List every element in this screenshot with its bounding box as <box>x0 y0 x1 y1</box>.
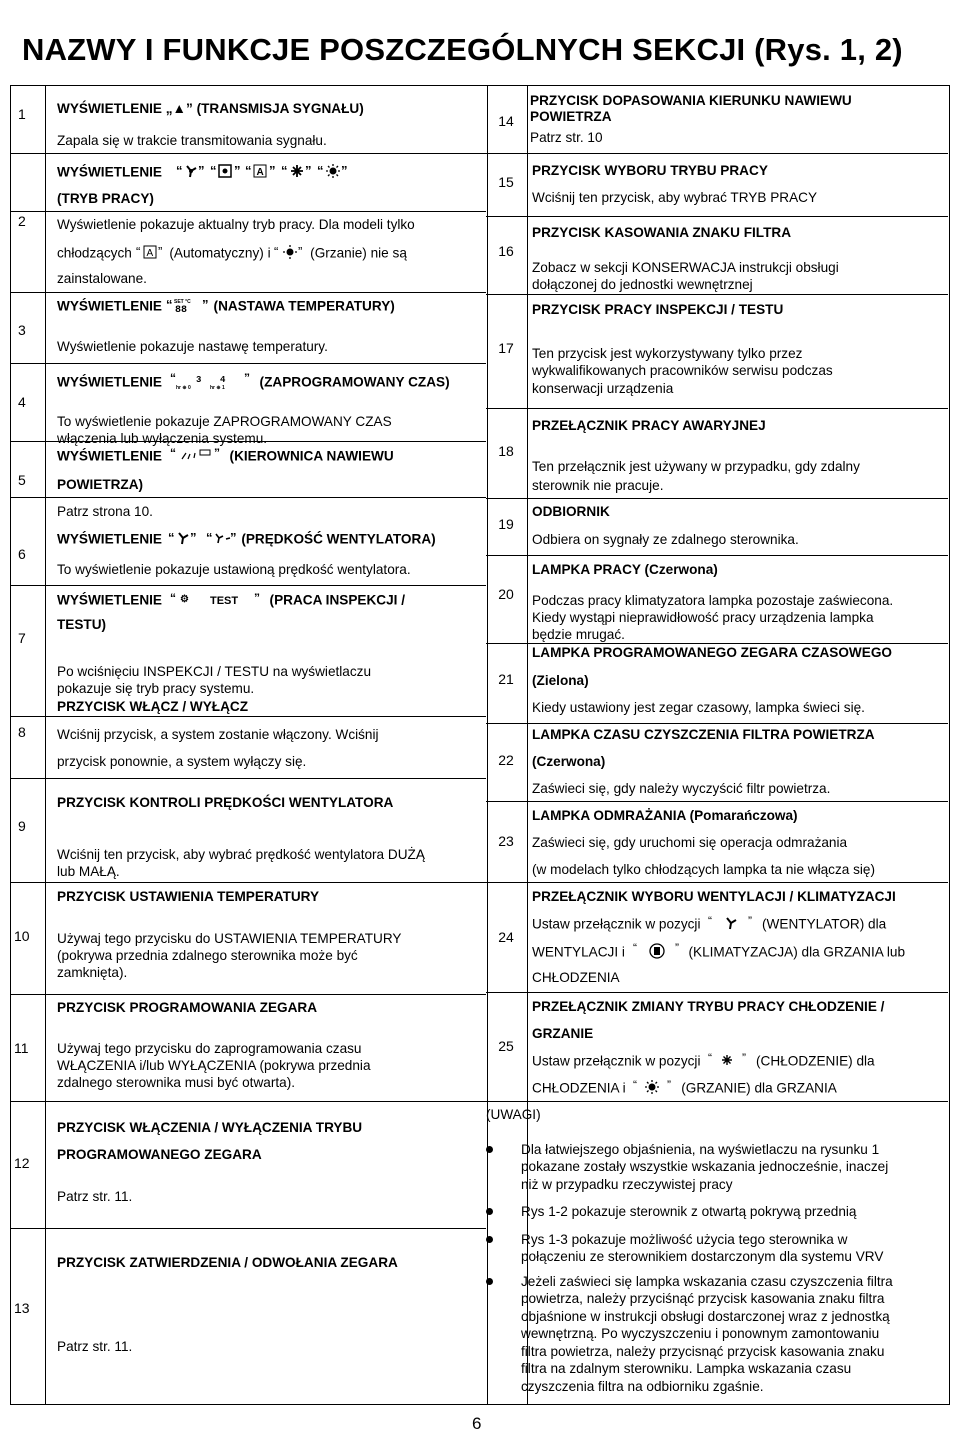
row-divider <box>10 716 486 717</box>
section-25-heading-line2: GRZANIE <box>532 1026 594 1041</box>
section-11-text: Używaj tego przycisku do zaprogramowania czasu <box>57 1041 362 1056</box>
svg-text:“: “ <box>708 1052 713 1065</box>
section-17-text: konserwacji urządzenia <box>532 381 674 396</box>
section-19-heading: ODBIORNIK <box>532 504 610 519</box>
sun-icon <box>317 163 349 183</box>
svg-text:“: “ <box>209 163 217 178</box>
svg-text:“: “ <box>633 1079 638 1092</box>
fan-icon <box>176 163 206 183</box>
row-divider <box>486 1101 948 1102</box>
row-number: 25 <box>498 1038 514 1054</box>
svg-text:”: ” <box>269 163 276 178</box>
section-15-heading: PRZYCISK WYBORU TRYBU PRACY <box>532 163 768 178</box>
inspection-test-icon <box>170 591 262 611</box>
svg-text:“: “ <box>169 591 176 605</box>
svg-text:88: 88 <box>174 305 187 314</box>
row-divider <box>486 882 948 883</box>
note-text: wewnętrzną. Po wyczyszczeniu i ponownym zamontowaniu <box>521 1326 880 1341</box>
section-12-heading-line2: PROGRAMOWANEGO ZEGARA <box>57 1147 262 1162</box>
svg-text:”: ” <box>748 915 753 928</box>
svg-text:“: “ <box>708 915 713 928</box>
section-13-heading: PRZYCISK ZATWIERDZENIA / ODWOŁANIA ZEGARA <box>57 1255 398 1270</box>
bullet-icon <box>486 1278 493 1285</box>
row-number: 19 <box>498 516 514 532</box>
section-23-heading: LAMPKA ODMRAŻANIA (Pomarańczowa) <box>532 808 798 823</box>
fan-speed-low-icon <box>206 530 238 550</box>
section-5-heading: WYŚWIETLENIE “ ” (KIEROWNICA NAWIEWU <box>57 447 394 467</box>
row-number: 9 <box>18 818 26 834</box>
section-2-text: chłodzących “ A ” (Automatyczny) i “ ” (Grzanie) nie są <box>57 244 407 264</box>
section-4-text: To wyświetlenie pokazuje ZAPROGRAMOWANY CZAS <box>57 414 392 429</box>
row-divider <box>486 801 948 802</box>
section-6-text: To wyświetlenie pokazuje ustawioną prędkość wentylatora. <box>57 562 411 577</box>
row-number: 14 <box>498 113 514 129</box>
note-text: połączeniu ze sterownikiem dostarczonym dla systemu VRV <box>521 1249 884 1264</box>
svg-text:”: ” <box>298 244 303 259</box>
row-number: 10 <box>14 928 30 944</box>
section-2-text: Wyświetlenie pokazuje aktualny tryb pracy. Dla modeli tylko <box>57 217 415 232</box>
svg-text:”: ” <box>189 530 197 545</box>
note-text: niż w przypadku rzeczywistej pracy <box>521 1177 733 1192</box>
section-24-heading: PRZEŁĄCZNIK WYBORU WENTYLACJI / KLIMATYZACJI <box>532 889 896 904</box>
row-number: 12 <box>14 1155 30 1171</box>
row-number: 8 <box>18 724 26 740</box>
section-7-text: pokazuje się tryb pracy systemu. <box>57 681 255 696</box>
row-number: 16 <box>498 243 514 259</box>
svg-text:A: A <box>256 167 265 178</box>
row-number: 2 <box>18 213 26 229</box>
svg-text:”: ” <box>157 244 162 259</box>
section-15-text: Wciśnij ten przycisk, aby wybrać TRYB PRACY <box>532 190 818 205</box>
section-17-text: wykwalifikowanych pracowników serwisu podczas <box>532 363 833 378</box>
section-3-heading: WYŚWIETLENIE “ SET °C 88 ” (NASTAWA TEMPERATURY) <box>57 296 395 318</box>
section-24-text: Ustaw przełącznik w pozycji “ ” (WENTYLATOR) dla <box>532 915 886 935</box>
row-divider <box>10 1228 486 1229</box>
section-10-text: zamknięta). <box>57 965 128 980</box>
section-5-text: Patrz strona 10. <box>57 504 153 519</box>
svg-text:”: ” <box>201 297 209 312</box>
row-divider <box>486 498 948 499</box>
svg-text:“: “ <box>205 530 213 545</box>
note-text: czyszczenia filtra na odbiorniku zgaśnie. <box>521 1379 764 1394</box>
note-text: Rys 1-3 pokazuje możliwość użycia tego sterownika w <box>521 1232 848 1247</box>
section-22-heading-line2: (Czerwona) <box>532 754 606 769</box>
row-number: 6 <box>18 546 26 562</box>
section-16-text: dołączonej do jednostki wewnętrznej <box>532 277 753 292</box>
section-4-text: włączenia lub wyłączenia systemu. <box>57 431 268 446</box>
section-9-text: Wciśnij ten przycisk, aby wybrać prędkość wentylatora DUŻĄ <box>57 847 425 862</box>
bullet-icon <box>486 1236 493 1243</box>
svg-text:”: ” <box>243 372 250 385</box>
row-divider <box>10 153 486 154</box>
row-number: 17 <box>498 340 514 356</box>
section-7-heading-line2: TESTU) <box>57 617 107 632</box>
row-number: 22 <box>498 752 514 768</box>
row-number: 5 <box>18 472 26 488</box>
row-number: 3 <box>18 322 26 338</box>
section-5-heading-line2: POWIETRZA) <box>57 477 144 492</box>
section-11-text: zdalnego sterownika musi być otwarta). <box>57 1075 295 1090</box>
row-divider <box>10 994 486 995</box>
section-18-text: Ten przełącznik jest używany w przypadku, gdy zdalny <box>532 459 860 474</box>
row-divider <box>10 211 486 212</box>
column-divider <box>487 86 488 1404</box>
row-number: 23 <box>498 833 514 849</box>
row-divider <box>486 216 948 217</box>
row-number: 7 <box>18 630 26 646</box>
timer-display-icon <box>170 372 252 394</box>
section-2-text: zainstalowane. <box>57 271 147 286</box>
sun-icon <box>631 1079 675 1099</box>
air-conditioning-icon <box>631 942 683 964</box>
row-divider <box>486 555 948 556</box>
section-23-text: Zaświeci się, gdy uruchomi się operacja odmrażania <box>532 835 848 850</box>
svg-text:”: ” <box>305 163 312 178</box>
section-11-heading: PRZYCISK PROGRAMOWANIA ZEGARA <box>57 1000 318 1015</box>
section-10-text: Używaj tego przycisku do USTAWIENIA TEMPERATURY <box>57 931 402 946</box>
section-25-text: CHŁODZENIA i “ ” (GRZANIE) dla GRZANIA <box>532 1079 837 1099</box>
section-7-heading: WYŚWIETLENIE “ ⚙ TEST ” (PRACA INSPEKCJI / <box>57 591 405 611</box>
auto-icon <box>245 163 277 183</box>
section-20-text: Kiedy wystąpi nieprawidłowość pracy urządzenia lampka <box>532 610 874 625</box>
row-number: 11 <box>14 1040 29 1056</box>
section-14-heading-line2: POWIETRZA <box>530 109 612 124</box>
section-24-text: CHŁODZENIA <box>532 970 620 985</box>
section-18-text: sterownik nie pracuje. <box>532 478 664 493</box>
section-8-heading: PRZYCISK WŁĄCZ / WYŁĄCZ <box>57 699 249 714</box>
section-4-heading: WYŚWIETLENIE “ 3 hr ⊕ 0 4 hr ⊕ 1 ” (ZAPROGRAMOWANY CZAS) <box>57 372 450 394</box>
row-number: 1 <box>18 106 26 122</box>
svg-text:”: ” <box>253 591 260 605</box>
svg-text:“: “ <box>274 244 279 259</box>
fan-speed-high-icon <box>168 530 200 550</box>
row-divider <box>10 585 486 586</box>
note-text: powietrza, należy przyciśnąć przycisk kasowania znaku filtra <box>521 1291 885 1306</box>
section-21-heading-line2: (Zielona) <box>532 673 589 688</box>
snowflake-icon <box>706 1052 750 1072</box>
row-number: 4 <box>18 394 26 410</box>
row-number: 13 <box>14 1300 30 1316</box>
note-text: Rys 1-2 pokazuje sterownik z otwartą pokrywą przednią <box>521 1204 857 1219</box>
row-divider <box>486 294 948 295</box>
section-21-text: Kiedy ustawiony jest zegar czasowy, lampka świeci się. <box>532 700 865 715</box>
fan-icon <box>706 915 756 935</box>
section-8-text: Wciśnij przycisk, a system zostanie włączony. Wciśnij <box>57 727 379 742</box>
svg-text:“: “ <box>135 244 140 259</box>
page-title: NAZWY I FUNKCJE POSZCZEGÓLNYCH SEKCJI (Rys. 1, 2) <box>22 32 903 67</box>
section-23-text: (w modelach tylko chłodzących lampka ta nie włącza się) <box>532 862 876 877</box>
svg-text:“: “ <box>169 372 176 385</box>
snowflake-icon <box>281 163 313 183</box>
section-14-text: Patrz str. 10 <box>530 130 603 145</box>
section-2-heading: WYŚWIETLENIE “ ” “ ” “ A ” “ ” “ ” <box>57 163 349 183</box>
section-12-heading: PRZYCISK WŁĄCZENIA / WYŁĄCZENIA TRYBU <box>57 1120 363 1135</box>
svg-text:hr ⊕ 0: hr ⊕ 0 <box>175 385 191 390</box>
section-3-text: Wyświetlenie pokazuje nastawę temperatury. <box>57 339 328 354</box>
section-16-text: Zobacz w sekcji KONSERWACJA instrukcji obsługi <box>532 260 839 275</box>
svg-text:“: “ <box>167 530 175 545</box>
note-text: filtra powietrza, należy przycisnąć przycisk kasowania znaku <box>521 1344 885 1359</box>
svg-text:”: ” <box>197 163 205 178</box>
section-13-text: Patrz str. 11. <box>57 1339 133 1354</box>
section-17-heading: PRZYCISK PRACY INSPEKCJI / TESTU <box>532 302 784 317</box>
dry-icon <box>210 163 242 183</box>
page-number: 6 <box>472 1414 482 1433</box>
section-10-heading: PRZYCISK USTAWIENIA TEMPERATURY <box>57 889 320 904</box>
row-divider <box>10 882 486 883</box>
section-6-heading: WYŚWIETLENIE “ ” “ ” (PRĘDKOŚĆ WENTYLATORA) <box>57 530 436 550</box>
svg-text:⚙: ⚙ <box>179 594 189 605</box>
note-text: objaśnione w instrukcji obsługi dostarczonej wraz z jednostką <box>521 1309 890 1324</box>
svg-text:“: “ <box>169 447 176 460</box>
row-divider <box>10 497 486 498</box>
section-11-text: WŁĄCZENIA i/lub WYŁĄCZENIA (pokrywa przednia <box>57 1058 371 1073</box>
svg-text:“: “ <box>316 163 324 178</box>
svg-text:“: “ <box>632 942 637 955</box>
section-7-text: Po wciśnięciu INSPEKCJI / TESTU na wyświetlaczu <box>57 664 372 679</box>
svg-text:4: 4 <box>219 375 226 385</box>
svg-text:”: ” <box>213 447 220 460</box>
section-8-text: przycisk ponownie, a system wyłączy się. <box>57 754 307 769</box>
section-12-text: Patrz str. 11. <box>57 1189 133 1204</box>
svg-text:“: “ <box>175 163 183 178</box>
row-divider <box>10 363 486 364</box>
section-20-text: będzie mrugać. <box>532 627 625 642</box>
column-divider <box>45 86 46 1404</box>
row-divider <box>10 1101 486 1102</box>
notes-heading: (UWAGI) <box>486 1107 541 1122</box>
section-16-heading: PRZYCISK KASOWANIA ZNAKU FILTRA <box>532 225 792 240</box>
section-2-heading-line2: (TRYB PRACY) <box>57 191 154 206</box>
section-20-heading: LAMPKA PRACY (Czerwona) <box>532 562 718 577</box>
louver-icon <box>170 447 222 467</box>
svg-text:A: A <box>146 248 153 259</box>
bullet-icon <box>486 1208 493 1215</box>
temperature-display-icon <box>166 296 210 318</box>
note-text: Jeżeli zaświeci się lampka wskazania czasu czyszczenia filtra <box>521 1274 893 1289</box>
row-number: 21 <box>498 671 514 687</box>
row-divider <box>486 723 948 724</box>
sun-icon <box>274 244 306 264</box>
section-9-heading: PRZYCISK KONTROLI PRĘDKOŚCI WENTYLATORA <box>57 795 394 810</box>
section-25-heading: PRZEŁĄCZNIK ZMIANY TRYBU PRACY CHŁODZENIE / <box>532 999 885 1014</box>
svg-text:“: “ <box>165 297 173 312</box>
svg-text:hr ⊕ 1: hr ⊕ 1 <box>209 385 225 390</box>
svg-text:”: ” <box>340 163 348 178</box>
section-22-heading: LAMPKA CZASU CZYSZCZENIA FILTRA POWIETRZA <box>532 727 875 742</box>
section-19-text: Odbiera on sygnały ze zdalnego sterownika. <box>532 532 799 547</box>
row-divider <box>10 292 486 293</box>
section-1-text: Zapala się w trakcie transmitowania sygnału. <box>57 133 327 148</box>
svg-text:”: ” <box>229 530 237 545</box>
svg-text:SET °C: SET °C <box>173 299 191 305</box>
svg-text:“: “ <box>281 163 288 178</box>
auto-icon <box>136 244 166 264</box>
svg-text:3: 3 <box>195 375 202 385</box>
section-9-text: lub MAŁĄ. <box>57 864 120 879</box>
section-21-heading: LAMPKA PROGRAMOWANEGO ZEGARA CZASOWEGO <box>532 645 892 660</box>
svg-text:”: ” <box>742 1052 747 1065</box>
row-number: 18 <box>498 443 514 459</box>
row-number: 20 <box>498 586 514 602</box>
section-22-text: Zaświeci się, gdy należy wyczyścić filtr powietrza. <box>532 781 831 796</box>
row-number: 15 <box>498 174 514 190</box>
section-14-heading: PRZYCISK DOPASOWANIA KIERUNKU NAWIEWU <box>530 93 852 108</box>
note-text: pokazane zostały wszystkie wskazania jednocześnie, inaczej <box>521 1159 889 1174</box>
svg-text:“: “ <box>245 163 252 178</box>
svg-text:”: ” <box>667 1079 672 1092</box>
note-text: Dla łatwiejszego objaśnienia, na wyświetlaczu na rysunku 1 <box>521 1142 880 1157</box>
section-20-text: Podczas pracy klimatyzatora lampka pozostaje zaświecona. <box>532 593 894 608</box>
section-10-text: (pokrywa przednia zdalnego sterownika może być <box>57 948 358 963</box>
section-17-text: Ten przycisk jest wykorzystywany tylko przez <box>532 346 803 361</box>
note-text: filtra na zdalnym sterowniku. Lampka wskazania czasu <box>521 1361 852 1376</box>
row-divider <box>486 408 948 409</box>
row-divider <box>10 778 486 779</box>
section-18-heading: PRZEŁĄCZNIK PRACY AWARYJNEJ <box>532 418 766 433</box>
section-1-heading: WYŚWIETLENIE „▲” (TRANSMISJA SYGNAŁU) <box>57 101 364 116</box>
row-number: 24 <box>498 929 514 945</box>
svg-text:TEST: TEST <box>209 595 238 607</box>
row-divider <box>486 153 948 154</box>
svg-text:”: ” <box>233 163 241 178</box>
section-25-text: Ustaw przełącznik w pozycji “ ” (CHŁODZENIE) dla <box>532 1052 875 1072</box>
bullet-icon <box>486 1146 493 1153</box>
row-divider <box>486 992 948 993</box>
svg-text:”: ” <box>674 942 679 955</box>
section-24-text: WENTYLACJI i “ ” (KLIMATYZACJA) dla GRZANIA lub <box>532 942 905 964</box>
